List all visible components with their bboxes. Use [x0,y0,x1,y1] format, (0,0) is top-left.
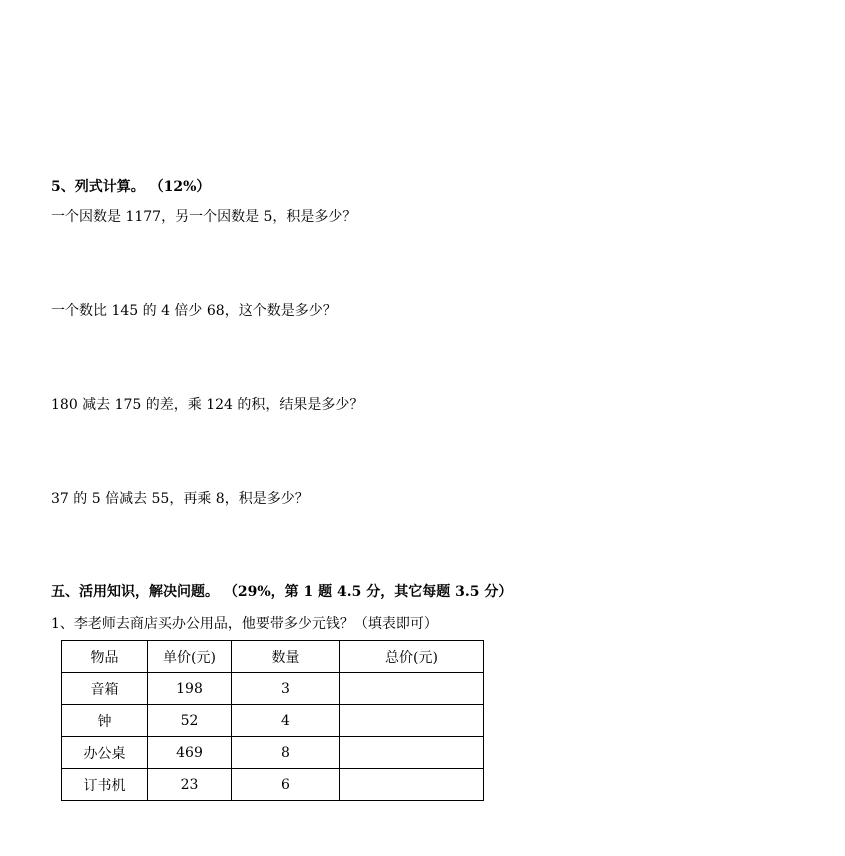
cell-quantity: 4 [232,705,340,737]
cell-quantity: 3 [232,673,340,705]
table-row [62,769,484,801]
table-row [62,705,484,737]
cell-total-input[interactable] [340,705,484,737]
problem-1-text: 1、李老师去商店买办公用品，他要带多少元钱？（填表即可） [51,616,438,632]
cell-item: 钟 [62,705,148,737]
purchase-table [61,640,484,801]
cell-unit-price: 198 [148,673,232,705]
cell-item: 办公桌 [62,737,148,769]
question-3: 180 减去 175 的差，乘 124 的积，结果是多少？ [51,397,364,413]
cell-quantity: 6 [232,769,340,801]
cell-total-input[interactable] [340,769,484,801]
header-quantity: 数量 [232,641,340,673]
table-row [62,673,484,705]
table-header-row [62,641,484,673]
question-2: 一个数比 145 的 4 倍少 68，这个数是多少？ [51,303,337,319]
cell-unit-price: 52 [148,705,232,737]
table-row [62,737,484,769]
header-item: 物品 [62,641,148,673]
part-5-heading: 五、活用知识，解决问题。 （29%，第 1 题 4.5 分，其它每题 3.5 分） [51,584,513,600]
cell-unit-price: 23 [148,769,232,801]
section-5-heading: 5、列式计算。 （12%） [51,179,211,195]
cell-item: 订书机 [62,769,148,801]
cell-total-input[interactable] [340,737,484,769]
header-unit-price: 单价(元) [148,641,232,673]
question-1: 一个因数是 1177，另一个因数是 5，积是多少？ [51,209,357,225]
cell-total-input[interactable] [340,673,484,705]
cell-unit-price: 469 [148,737,232,769]
question-4: 37 的 5 倍减去 55，再乘 8，积是多少？ [51,491,309,507]
cell-item: 音箱 [62,673,148,705]
cell-quantity: 8 [232,737,340,769]
header-total-price: 总价(元) [340,641,484,673]
